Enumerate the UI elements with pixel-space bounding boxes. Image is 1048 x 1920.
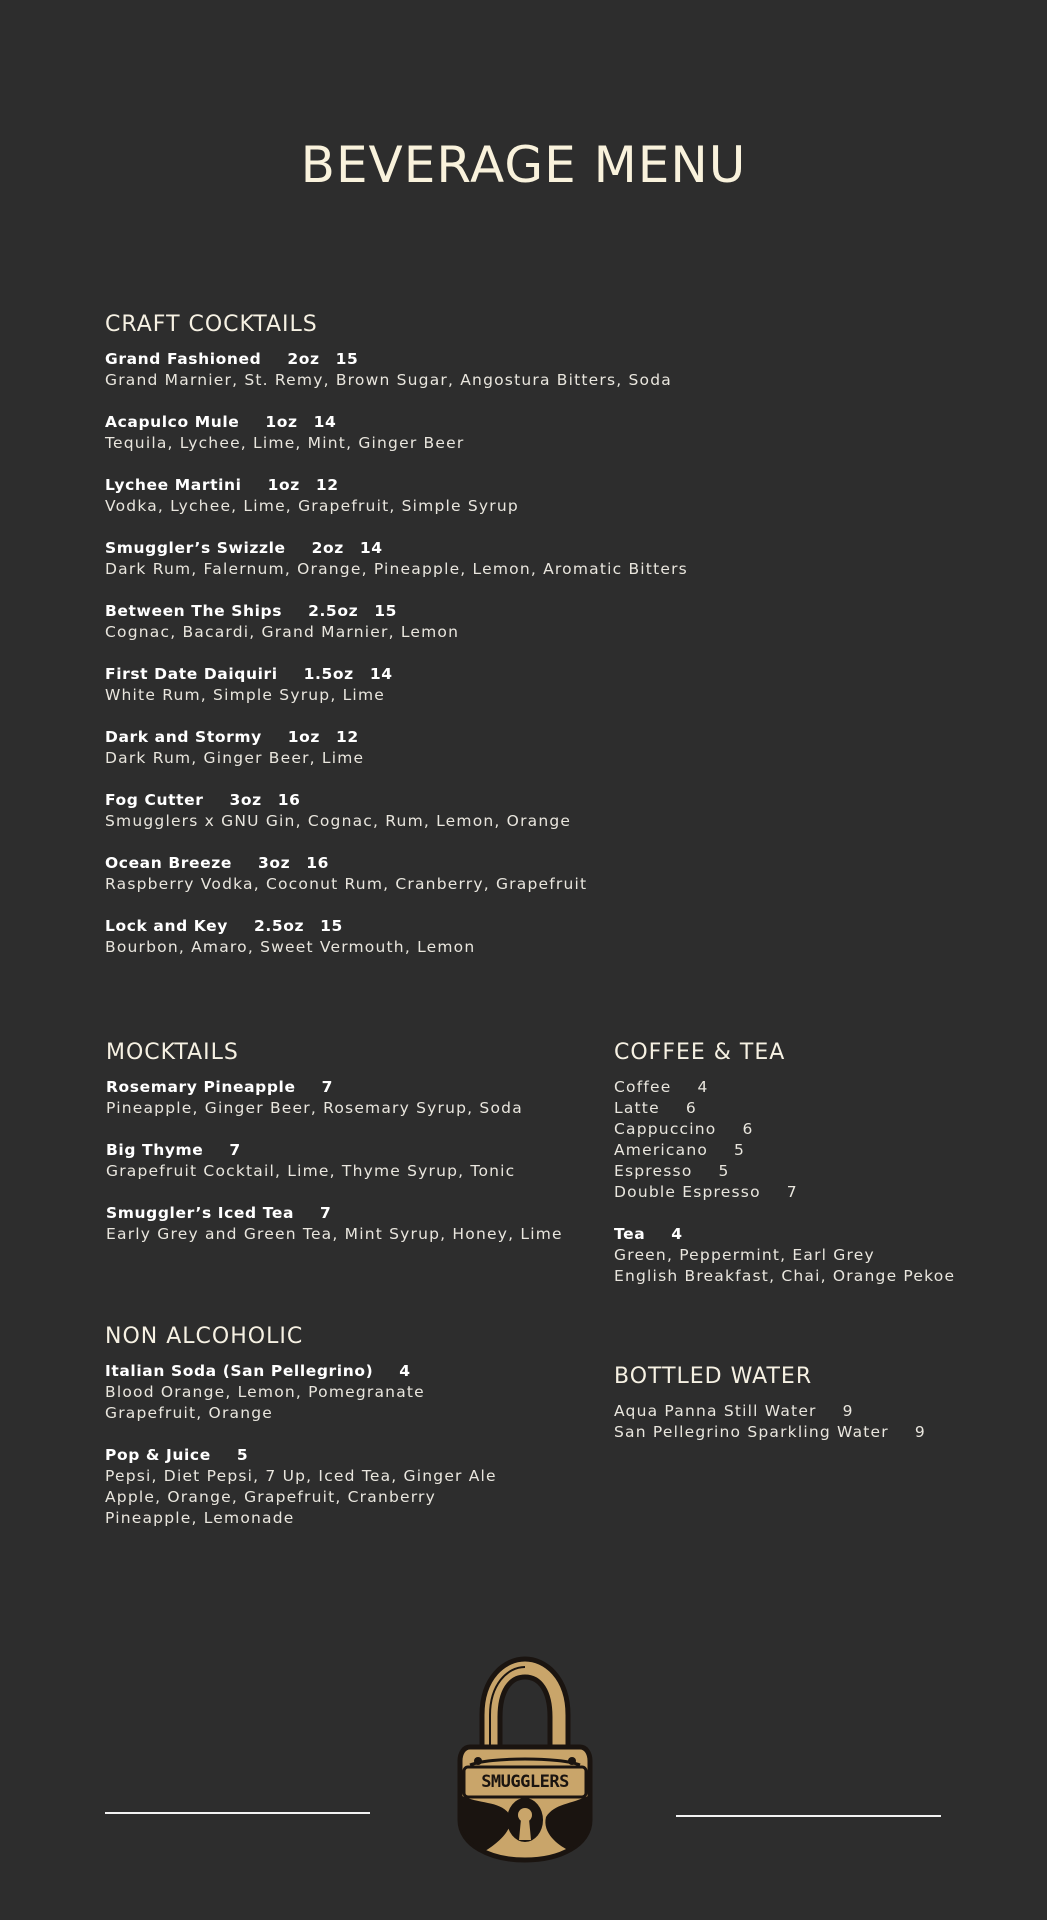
item-name: Lock and Key 2.5oz 15 xyxy=(105,917,343,935)
item-description: Bourbon, Amaro, Sweet Vermouth, Lemon xyxy=(105,938,476,956)
menu-item xyxy=(106,1140,563,1182)
menu-item xyxy=(105,1361,497,1424)
menu-item xyxy=(105,538,688,580)
coffee-line: Americano 5 xyxy=(614,1141,746,1159)
menu-item xyxy=(105,475,688,517)
water-line: San Pellegrino Sparkling Water 9 xyxy=(614,1423,926,1441)
mocktails-section xyxy=(106,1039,563,1266)
coffee-line: Double Espresso 7 xyxy=(614,1183,798,1201)
item-name: First Date Daiquiri 1.5oz 14 xyxy=(105,665,393,683)
item-name: Ocean Breeze 3oz 16 xyxy=(105,854,330,872)
item-description: Early Grey and Green Tea, Mint Syrup, Honey, Lime xyxy=(106,1225,563,1243)
menu-item xyxy=(105,664,688,706)
menu-item xyxy=(105,1445,497,1529)
item-name: Grand Fashioned 2oz 15 xyxy=(105,350,359,368)
item-description: Cognac, Bacardi, Grand Marnier, Lemon xyxy=(105,623,460,641)
item-description: Pineapple, Ginger Beer, Rosemary Syrup, Soda xyxy=(106,1099,523,1117)
coffee-tea-heading: COFFEE & TEA xyxy=(614,1040,786,1065)
mocktails-heading: MOCKTAILS xyxy=(106,1040,239,1065)
coffee-line: Espresso 5 xyxy=(614,1162,730,1180)
tea-description-1: Green, Peppermint, Earl Grey xyxy=(614,1246,875,1264)
non-alcoholic-section xyxy=(105,1323,497,1550)
menu-item xyxy=(106,1077,563,1119)
menu-item xyxy=(105,412,688,454)
coffee-line: Latte 6 xyxy=(614,1099,697,1117)
menu-item xyxy=(105,790,688,832)
item-description: Dark Rum, Falernum, Orange, Pineapple, Lemon, Aromatic Bitters xyxy=(105,560,688,578)
coffee-tea-section xyxy=(614,1039,955,1287)
tea-description-2: English Breakfast, Chai, Orange Pekoe xyxy=(614,1267,956,1285)
non-alcoholic-heading: NON ALCOHOLIC xyxy=(105,1324,304,1349)
bottled-water-section xyxy=(614,1363,926,1443)
water-line: Aqua Panna Still Water 9 xyxy=(614,1402,854,1420)
menu-item xyxy=(105,916,688,958)
craft-cocktails-heading: CRAFT COCKTAILS xyxy=(105,312,318,337)
item-description: Raspberry Vodka, Coconut Rum, Cranberry, Grapefruit xyxy=(105,875,588,893)
item-description: White Rum, Simple Syrup, Lime xyxy=(105,686,385,704)
page-title: BEVERAGE MENU xyxy=(300,136,747,194)
item-description: Dark Rum, Ginger Beer, Lime xyxy=(105,749,365,767)
item-name: Acapulco Mule 1oz 14 xyxy=(105,413,337,431)
item-name: Pop & Juice 5 xyxy=(105,1446,249,1464)
menu-item xyxy=(105,349,688,391)
item-description: Vodka, Lychee, Lime, Grapefruit, Simple Syrup xyxy=(105,497,519,515)
item-description: Grand Marnier, St. Remy, Brown Sugar, Angostura Bitters, Soda xyxy=(105,371,672,389)
item-name: Fog Cutter 3oz 16 xyxy=(105,791,301,809)
item-description: Pepsi, Diet Pepsi, 7 Up, Iced Tea, Ginger Ale xyxy=(105,1467,497,1485)
coffee-line: Cappuccino 6 xyxy=(614,1120,754,1138)
logo-text: SMUGGLERS xyxy=(481,1772,569,1792)
item-description: Grapefruit Cocktail, Lime, Thyme Syrup, Tonic xyxy=(106,1162,516,1180)
item-name: Italian Soda (San Pellegrino) 4 xyxy=(105,1362,411,1380)
item-name: Dark and Stormy 1oz 12 xyxy=(105,728,359,746)
item-description: Pineapple, Lemonade xyxy=(105,1509,295,1527)
menu-item xyxy=(106,1203,563,1245)
item-description: Smugglers x GNU Gin, Cognac, Rum, Lemon, Orange xyxy=(105,812,572,830)
item-name: Smuggler’s Iced Tea 7 xyxy=(106,1204,332,1222)
footer-rule-right xyxy=(676,1815,941,1817)
item-description: Grapefruit, Orange xyxy=(105,1404,274,1422)
footer-rule-left xyxy=(105,1812,370,1814)
item-name: Big Thyme 7 xyxy=(106,1141,241,1159)
menu-item xyxy=(105,727,688,769)
bottled-water-heading: BOTTLED WATER xyxy=(614,1364,813,1389)
item-name: Lychee Martini 1oz 12 xyxy=(105,476,339,494)
item-description: Apple, Orange, Grapefruit, Cranberry xyxy=(105,1488,436,1506)
padlock-logo-icon xyxy=(450,1655,600,1865)
tea-name: Tea 4 xyxy=(614,1225,683,1243)
item-description: Tequila, Lychee, Lime, Mint, Ginger Beer xyxy=(105,434,465,452)
coffee-line: Coffee 4 xyxy=(614,1078,709,1096)
item-name: Between The Ships 2.5oz 15 xyxy=(105,602,397,620)
craft-cocktails-section xyxy=(105,311,688,979)
item-description: Blood Orange, Lemon, Pomegranate xyxy=(105,1383,425,1401)
menu-item xyxy=(105,601,688,643)
item-name: Rosemary Pineapple 7 xyxy=(106,1078,333,1096)
item-name: Smuggler’s Swizzle 2oz 14 xyxy=(105,539,383,557)
menu-item xyxy=(105,853,688,895)
